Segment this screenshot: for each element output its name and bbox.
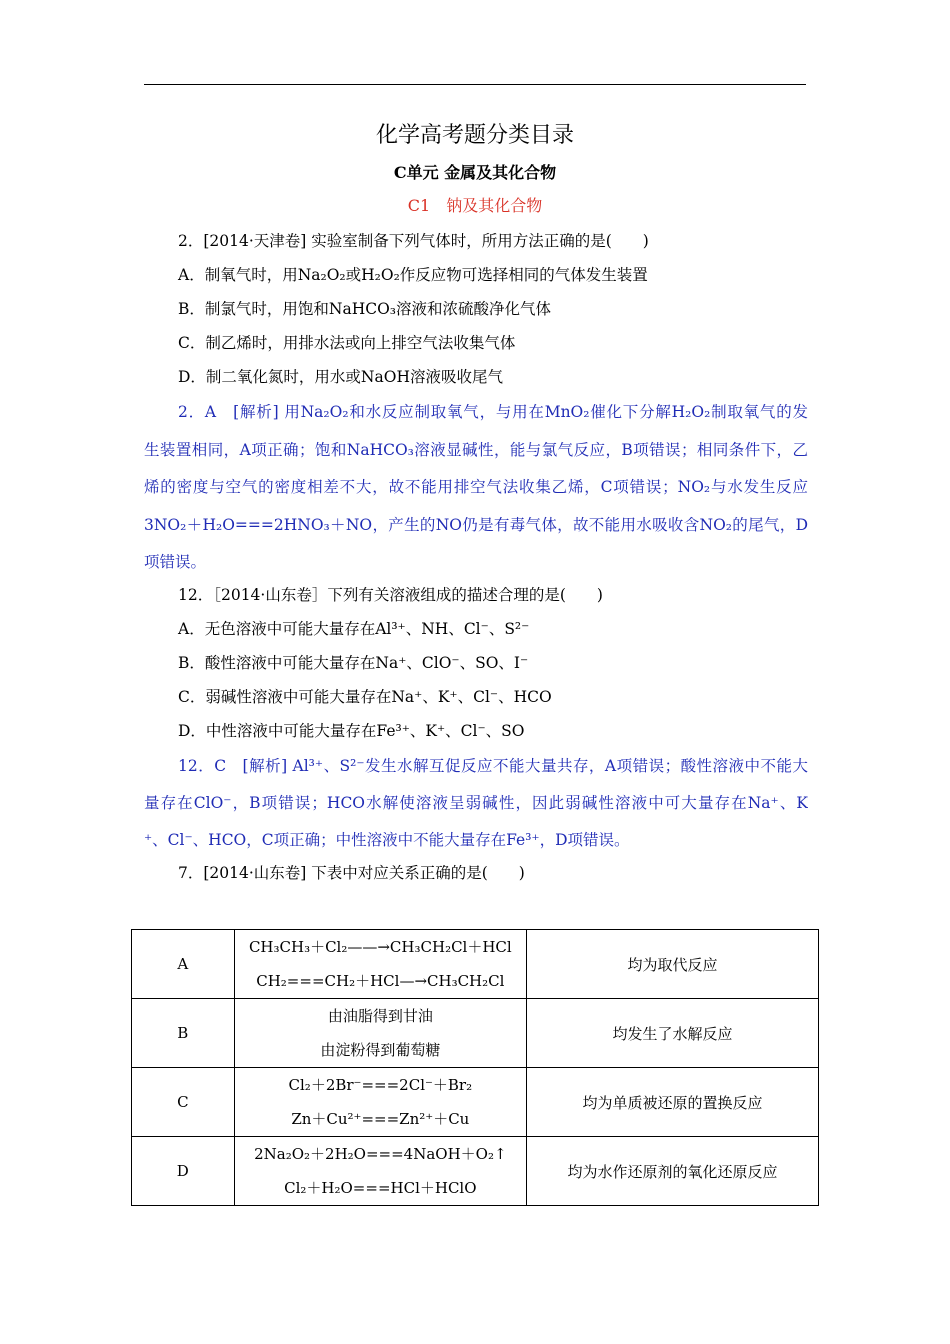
reaction-line: Zn＋Cu²⁺===Zn²⁺＋Cu bbox=[291, 1110, 470, 1128]
question-2-option-d: D．制二氧化氮时，用水或NaOH溶液吸收尾气 bbox=[178, 368, 503, 386]
section-heading: C1 钠及其化合物 bbox=[407, 196, 543, 215]
answer-12-line-3: ⁺、Cl⁻、HCO，C项正确；中性溶液中不能大量存在Fe³⁺，D项错误。 bbox=[144, 831, 630, 849]
reaction-line: Cl₂＋H₂O===HCl＋HClO bbox=[284, 1179, 477, 1197]
row-reactions bbox=[234, 1137, 526, 1206]
reaction-line: 由油脂得到甘油 bbox=[327, 1007, 433, 1025]
question-12-option-a: A．无色溶液中可能大量存在Al³⁺、NH、Cl⁻、S²⁻ bbox=[178, 620, 530, 638]
answer-12-line-1: 12．C [解析] Al³⁺、S²⁻发生水解互促反应不能大量共存，A项错误；酸性溶液中不能大 bbox=[178, 757, 808, 775]
unit-heading: C单元 金属及其化合物 bbox=[393, 163, 557, 182]
row-label: D bbox=[132, 1137, 235, 1206]
answer-2-line-1: 2．A [解析] 用Na₂O₂和水反应制取氧气，与用在MnO₂催化下分解H₂O₂制取氧气的发 bbox=[178, 403, 808, 421]
answer-2-line-2: 生装置相同，A项正确；饱和NaHCO₃溶液显碱性，能与氯气反应，B项错误；相同条件下，乙 bbox=[144, 441, 808, 459]
row-description: 均为水作还原剂的氧化还原反应 bbox=[527, 1137, 819, 1206]
question-2-option-a: A．制氧气时，用Na₂O₂或H₂O₂作反应物可选择相同的气体发生装置 bbox=[178, 266, 648, 284]
row-description: 均为取代反应 bbox=[527, 930, 819, 999]
question-12-option-d: D．中性溶液中可能大量存在Fe³⁺、K⁺、Cl⁻、SO bbox=[178, 722, 525, 740]
row-description: 均为单质被还原的置换反应 bbox=[527, 1068, 819, 1137]
table-row bbox=[132, 1137, 819, 1206]
reaction-line: 2Na₂O₂＋2H₂O===4NaOH＋O₂↑ bbox=[254, 1145, 507, 1163]
row-label: C bbox=[132, 1068, 235, 1137]
answer-2-line-4: 3NO₂＋H₂O===2HNO₃＋NO，产生的NO仍是有毒气体，故不能用水吸收含NO₂的尾气，D bbox=[144, 516, 808, 534]
table-row bbox=[132, 1068, 819, 1137]
question-2-stem: 2．[2014·天津卷] 实验室制备下列气体时，所用方法正确的是( ) bbox=[178, 232, 649, 250]
row-label: A bbox=[132, 930, 235, 999]
reaction-line: CH₂===CH₂＋HCl—→CH₃CH₂Cl bbox=[256, 972, 505, 990]
table-row bbox=[132, 930, 819, 999]
reaction-line: CH₃CH₃＋Cl₂——→CH₃CH₂Cl＋HCl bbox=[248, 938, 512, 956]
row-reactions bbox=[234, 930, 526, 999]
question-12-stem: 12．［2014·山东卷］下列有关溶液组成的描述合理的是( ) bbox=[178, 586, 603, 604]
row-reactions bbox=[234, 1068, 526, 1137]
question-12-option-c: C．弱碱性溶液中可能大量存在Na⁺、K⁺、Cl⁻、HCO bbox=[178, 688, 552, 706]
row-reactions bbox=[234, 999, 526, 1068]
table-row bbox=[132, 999, 819, 1068]
row-description: 均发生了水解反应 bbox=[527, 999, 819, 1068]
question-12-option-b: B．酸性溶液中可能大量存在Na⁺、ClO⁻、SO、I⁻ bbox=[178, 654, 529, 672]
question-2-option-c: C．制乙烯时，用排水法或向上排空气法收集气体 bbox=[178, 334, 516, 352]
header-rule bbox=[144, 84, 806, 85]
reaction-line: 由淀粉得到葡萄糖 bbox=[320, 1041, 441, 1059]
row-label: B bbox=[132, 999, 235, 1068]
answer-2-line-3: 烯的密度与空气的密度相差不大，故不能用排空气法收集乙烯，C项错误；NO₂与水发生反应 bbox=[144, 478, 808, 496]
reaction-table bbox=[131, 929, 819, 1206]
answer-2-line-5: 项错误。 bbox=[144, 553, 207, 571]
answer-12-line-2: 量存在ClO⁻，B项错误；HCO水解使溶液呈弱碱性，因此弱碱性溶液中可大量存在Na⁺、K bbox=[144, 794, 808, 812]
question-7-stem: 7．[2014·山东卷] 下表中对应关系正确的是( ) bbox=[178, 864, 525, 882]
document-title: 化学高考题分类目录 bbox=[375, 123, 574, 148]
question-2-option-b: B．制氯气时，用饱和NaHCO₃溶液和浓硫酸净化气体 bbox=[178, 300, 551, 318]
reaction-line: Cl₂＋2Br⁻===2Cl⁻＋Br₂ bbox=[288, 1076, 473, 1094]
